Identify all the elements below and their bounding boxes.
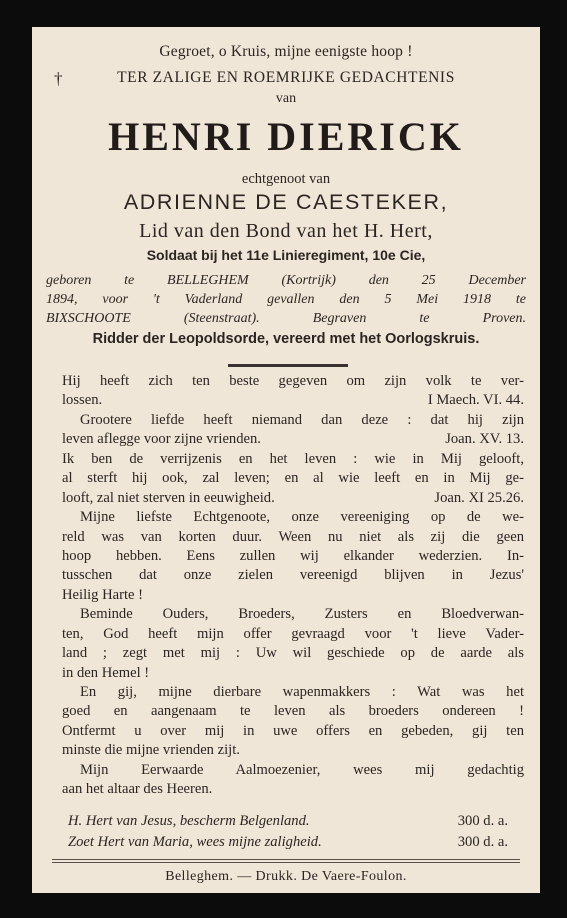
text-line-content: Zoet Hert van Maria, wees mijne zaligheid. (68, 834, 322, 850)
text-line (62, 664, 524, 683)
spouse-label: echtgenoot van (241, 171, 331, 187)
text-line-content: Heilig Harte ! (62, 586, 144, 603)
printer-footer: Belleghem. — Drukk. De Vaere-Foulon. (165, 869, 407, 884)
scripture-text (62, 372, 524, 800)
text-line-content: goed en aangenaam te leven als broeders ondereen ! (62, 703, 524, 720)
military-rank: Soldaat bij het 11e Linieregiment, 10e Cie, (146, 247, 426, 263)
divider (228, 364, 348, 367)
text-line-content: H. Hert van Jesus, bescherm Belgenland. (68, 813, 310, 829)
text-line-content: looft, zal niet sterven in eeuwigheid. (62, 489, 275, 506)
text-line-content: leven aflegge voor zijne vrienden. (62, 431, 261, 448)
text-line-content: Hij heeft zich ten beste gegeven om zijn volk te ver- (62, 373, 524, 389)
footer-rule (52, 862, 520, 863)
text-line-content: lossen. (62, 392, 103, 409)
text-line (62, 566, 524, 585)
text-line-content: hoop hebben. Eens zullen wij elkander wederzien. In- (62, 547, 524, 564)
cross-icon: † (54, 69, 64, 88)
text-line-content: reld was van korten duur. Ween nu niet als zij die geen (62, 528, 524, 545)
text-line-content: aan het altaar des Heeren. (62, 781, 213, 798)
text-line (62, 430, 524, 449)
scripture-reference: Joan. XV. 13. (445, 431, 524, 448)
text-line-content: En gij, mijne dierbare wapenmakkers : Wat was het (80, 684, 524, 700)
memorial-heading-text: TER ZALIGE EN ROEMRIJKE GEDACHTENIS (117, 69, 455, 86)
text-line-content: Beminde Ouders, Broeders, Zusters en Bloedverwan- (80, 606, 524, 623)
text-line (62, 528, 524, 547)
text-line (62, 372, 524, 391)
text-line (62, 411, 524, 430)
text-line (62, 625, 524, 644)
deceased-name: HENRI DIERICK (108, 114, 464, 159)
text-line-content: Mijn Eerwaarde Aalmoezenier, wees mij gedachtig (80, 761, 524, 778)
text-line (62, 391, 524, 410)
text-line-content: Ik ben de verrijzenis en het leven : wie in Mij gelooft, (62, 450, 524, 467)
text-line (62, 761, 524, 780)
memorial-heading (32, 69, 540, 87)
text-line-content: Grootere liefde heeft niemand dan deze : dat hij zijn (80, 411, 524, 428)
biography (46, 271, 526, 329)
text-line (62, 644, 524, 663)
card-paper (32, 27, 540, 893)
text-line (62, 605, 524, 624)
text-line-content: minste die mijne vrienden zijt. (62, 742, 240, 759)
text-line (68, 811, 508, 832)
text-line (62, 780, 524, 799)
text-line-content: tusschen dat onze zielen vereenigd blijven in Jezus' (62, 567, 524, 584)
text-line-content: Mijne liefste Echtgenoote, onze vereeniging op de we- (80, 509, 524, 526)
text-line-content: al sterft hij ook, zal leven; en al wie leeft en in Mij ge- (62, 470, 524, 487)
text-line-content: in den Hemel ! (62, 664, 150, 681)
text-line (62, 586, 524, 605)
membership: Lid van den Bond van het H. Hert, (139, 220, 433, 242)
text-line-content: Ontfermt u over mij in uwe offers en gebeden, gij ten (62, 722, 524, 739)
text-line (62, 547, 524, 566)
text-line-content: land ; zegt met mij : Uw wil geschiede op de aarde als (62, 645, 524, 662)
scripture-reference: 300 d. a. (457, 813, 508, 829)
text-line (62, 489, 524, 508)
spouse-name: ADRIENNE DE CAESTEKER, (123, 190, 449, 214)
scripture-reference: I Maech. VI. 44. (427, 392, 524, 409)
footer-rule (52, 859, 520, 860)
text-line (62, 508, 524, 527)
text-line (62, 469, 524, 488)
text-line (62, 702, 524, 721)
scripture-reference: Joan. XI 25.26. (434, 489, 524, 506)
text-line (62, 722, 524, 741)
text-line (68, 832, 508, 853)
honours: Ridder der Leopoldsorde, vereerd met het Oorlogskruis. (92, 331, 480, 347)
van-label: van (275, 91, 297, 106)
biography-line: 1894, voor 't Vaderland gevallen den 5 Mei 1918 te (46, 292, 526, 308)
biography-line: geboren te BELLEGHEM (Kortrijk) den 25 December (46, 273, 526, 288)
prayers (68, 811, 508, 853)
text-line (62, 741, 524, 760)
text-line (62, 450, 524, 469)
scripture-reference: 300 d. a. (457, 834, 508, 850)
text-line (62, 683, 524, 702)
text-line-content: ten, God heeft mijn offer gevraagd voor 't lieve Vader- (62, 625, 524, 642)
biography-line: BIXSCHOOTE (Steenstraat). Begraven te Proven. (46, 311, 526, 327)
greeting: Gegroet, o Kruis, mijne eenigste hoop ! (159, 43, 413, 60)
